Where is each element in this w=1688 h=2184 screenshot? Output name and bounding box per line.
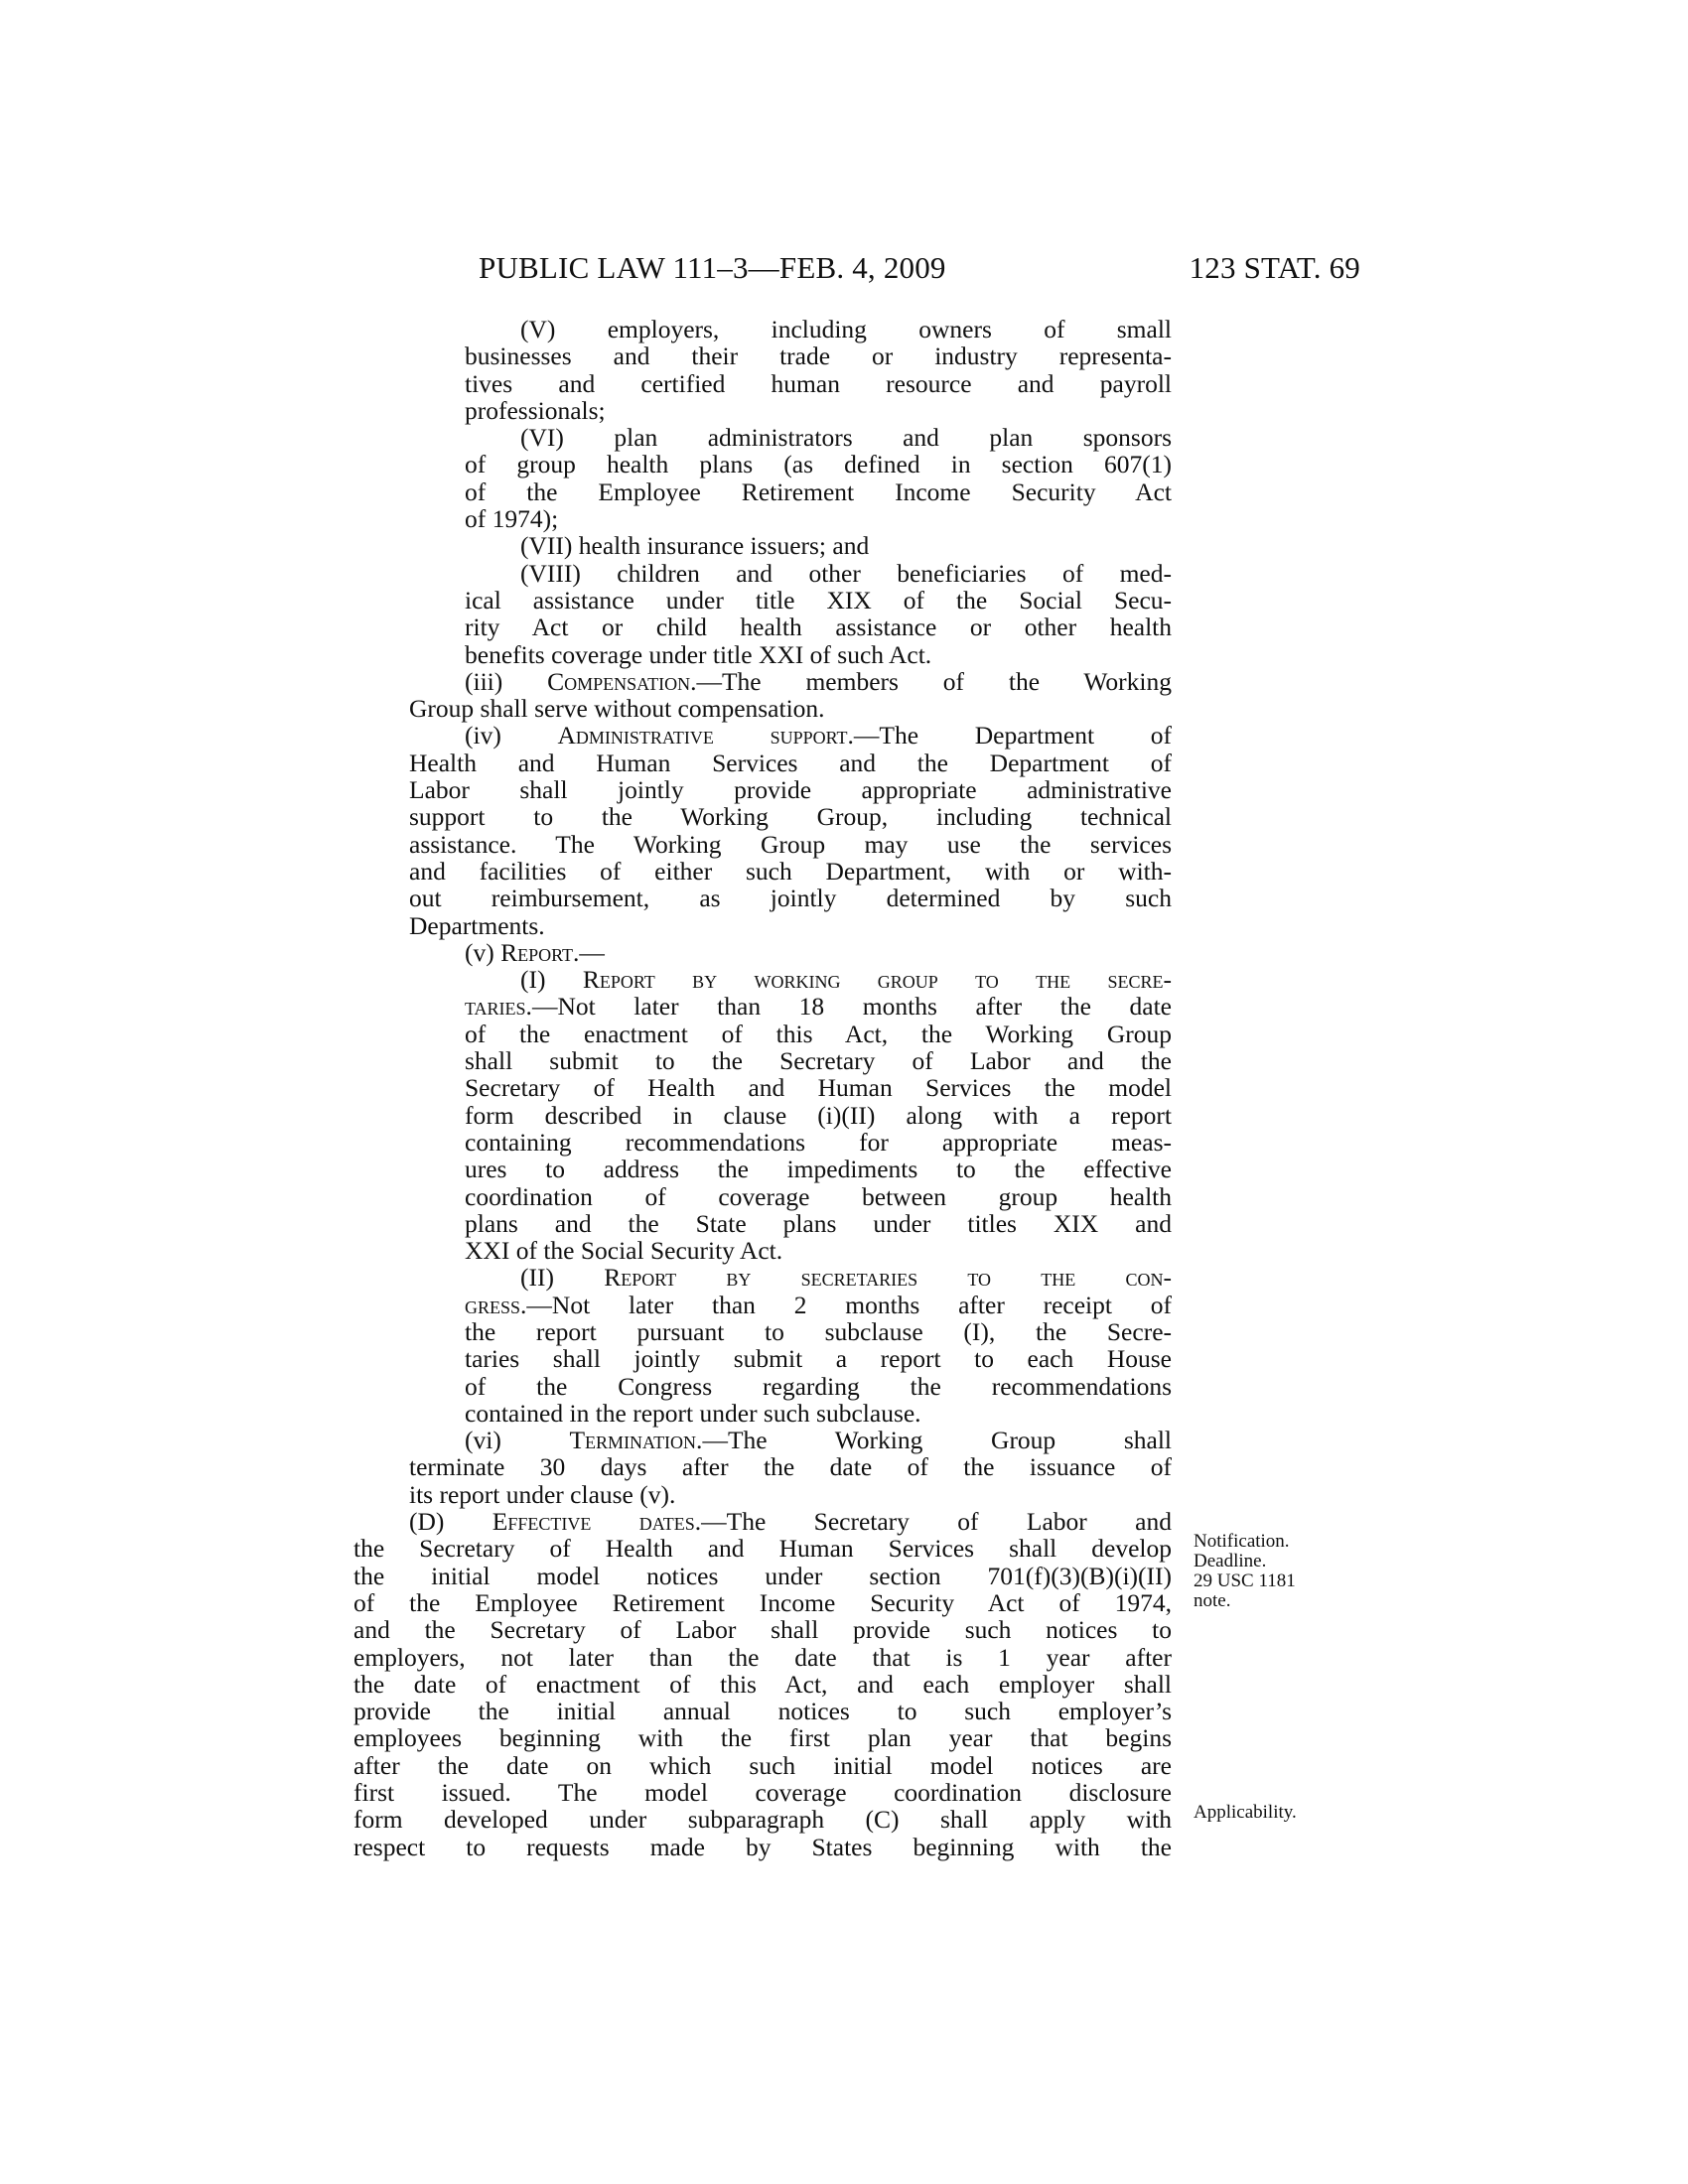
text-line: rity Act or child health assistance or other health (465, 613, 1172, 642)
text-line: (VI) plan administrators and plan sponsors (520, 423, 1172, 453)
text-line: the date of enactment of this Act, and each employer shall (353, 1669, 1172, 1699)
text-line: of group health plans (as defined in section 607(1) (465, 450, 1172, 479)
subclause-v (465, 316, 1172, 424)
clause-heading: Report. (500, 937, 580, 967)
text-line: of the Congress regarding the recommendations (465, 1371, 1172, 1401)
text-line: ical assistance under title XIX of the Social Secu- (465, 585, 1172, 614)
text-line: of the Employee Retirement Income Security Act (465, 477, 1172, 506)
text-line (465, 1292, 1172, 1318)
text-line: professionals; (465, 395, 606, 425)
text-line: form developed under subparagraph (C) shall apply with (353, 1805, 1172, 1835)
clause-label: (vi) (465, 1426, 570, 1455)
margin-note-line: note. (1194, 1590, 1231, 1611)
text-line: benefits coverage under title XXI of such Act. (465, 639, 932, 669)
text-line (465, 966, 1172, 993)
text-line (409, 668, 1172, 695)
text-line: respect to requests made by States beginning with the (353, 1832, 1172, 1861)
clause-label: (iii) (465, 666, 548, 696)
text-line (465, 1264, 1172, 1291)
text-line: assistance. The Working Group may use the services (409, 829, 1172, 859)
text-line: Secretary of Health and Human Services the model (465, 1073, 1172, 1103)
text-line: (V) employers, including owners of small (520, 315, 1172, 343)
clause-text: —The Working Group shall (702, 1426, 1172, 1455)
text-line: out reimbursement, as jointly determined by such (409, 884, 1172, 913)
text-line: (VII) health insurance issuers; and (520, 531, 870, 561)
text-line: the initial model notices under section 701(f)(3)(B)(i)(II) (353, 1561, 1172, 1590)
clause-heading: Administrative support. (557, 721, 854, 751)
clause-text: —The Department of (853, 721, 1172, 751)
subclause-vii (465, 532, 1172, 559)
text-line: tives and certified human resource and payroll (465, 368, 1172, 398)
subclause-II-report-by-secretaries (465, 1264, 1172, 1427)
text-line (409, 1427, 1172, 1453)
text-line: businesses and their trade or industry representa- (465, 341, 1172, 371)
margin-note-notification (1194, 1532, 1362, 1611)
text-line: (VIII) children and other beneficiaries of med- (520, 558, 1172, 588)
clause-dash: — (579, 937, 605, 967)
clause-heading: taries. (465, 992, 532, 1022)
clause-heading: gress. (465, 1290, 527, 1319)
clause-heading: Effective dates. (492, 1507, 702, 1537)
clause-iv-administrative-support (409, 722, 1172, 938)
clause-heading: Report by working group to the secre- (582, 965, 1172, 995)
text-line (353, 1508, 1172, 1535)
subclause-viii (465, 560, 1172, 668)
text-line: taries shall jointly submit a report to each House (465, 1344, 1172, 1374)
clause-label: (iv) (465, 721, 558, 751)
text-line: Group shall serve without compensation. (409, 694, 825, 724)
text-line: employees beginning with the first plan year that begins (353, 1723, 1172, 1753)
clause-text: —Not later than 2 months after receipt of (526, 1290, 1172, 1319)
clause-vi-termination (409, 1427, 1172, 1508)
clause-text: —The members of the Working (696, 666, 1172, 696)
text-line: plans and the State plans under titles XIX and (465, 1208, 1172, 1238)
text-line: containing recommendations for appropriate meas- (465, 1127, 1172, 1157)
text-line: Health and Human Services and the Department of (409, 748, 1172, 777)
clause-label: (II) (520, 1263, 605, 1293)
text-line: and facilities of either such Department, with or with- (409, 856, 1172, 886)
text-line: of the Employee Retirement Income Security Act of 1974, (353, 1587, 1172, 1617)
text-line: and the Secretary of Labor shall provide such notices to (353, 1615, 1172, 1645)
margin-note-line: 29 USC 1181 (1194, 1570, 1296, 1591)
subclause-I-report-by-working-group (465, 966, 1172, 1264)
text-line: its report under clause (v). (409, 1479, 676, 1509)
clause-heading: Termination. (569, 1426, 703, 1455)
text-line: ures to address the impediments to the effective (465, 1155, 1172, 1184)
text-line: of 1974); (465, 504, 559, 534)
clause-heading: Compensation. (547, 666, 697, 696)
text-line: shall submit to the Secretary of Labor and the (465, 1046, 1172, 1076)
margin-note-line: Applicability. (1194, 1802, 1297, 1823)
text-line: provide the initial annual notices to such employer’s (353, 1697, 1172, 1726)
text-line: of the enactment of this Act, the Working Group (465, 1019, 1172, 1048)
text-line: the report pursuant to subclause (I), the Secre- (465, 1316, 1172, 1346)
clause-iii-compensation (409, 668, 1172, 723)
text-line (409, 722, 1172, 749)
text-line: coordination of coverage between group health (465, 1181, 1172, 1211)
text-line: first issued. The model coverage coordination disclosure (353, 1778, 1172, 1808)
text-line: support to the Working Group, including technical (409, 802, 1172, 832)
margin-note-line: Notification. (1194, 1531, 1290, 1552)
subclause-vi (465, 424, 1172, 532)
text-line (409, 939, 1172, 966)
clause-v-report (409, 939, 1172, 966)
clause-label: (I) (520, 965, 583, 995)
margin-note-line: Deadline. (1194, 1551, 1267, 1571)
clause-text: —Not later than 18 months after the date (531, 992, 1172, 1022)
header-citation: PUBLIC LAW 111–3—FEB. 4, 2009 (479, 250, 946, 285)
text-line (465, 993, 1172, 1020)
clause-label: (v) (465, 937, 501, 967)
text-line: the Secretary of Health and Human Services shall develop (353, 1534, 1172, 1564)
clause-label: (D) (409, 1507, 492, 1537)
text-line: Labor shall jointly provide appropriate administrative (409, 775, 1172, 805)
text-line: XXI of the Social Security Act. (465, 1236, 783, 1266)
text-line: employers, not later than the date that is 1 year after (353, 1642, 1172, 1672)
text-line: terminate 30 days after the date of the issuance of (409, 1452, 1172, 1482)
text-line: after the date on which such initial model notices are (353, 1750, 1172, 1780)
header-stat-page: 123 STAT. 69 (1189, 250, 1360, 285)
page-header (479, 250, 1360, 290)
margin-note-applicability (1194, 1803, 1362, 1823)
subparagraph-D-effective-dates (353, 1508, 1172, 1860)
statute-text (353, 315, 1172, 1861)
clause-heading: Report by secretaries to the con- (604, 1263, 1172, 1293)
text-line: contained in the report under such subclause. (465, 1398, 921, 1428)
text-line: form described in clause (i)(II) along with a report (465, 1100, 1172, 1130)
clause-text: —The Secretary of Labor and (701, 1507, 1172, 1537)
text-line: Departments. (409, 910, 545, 940)
